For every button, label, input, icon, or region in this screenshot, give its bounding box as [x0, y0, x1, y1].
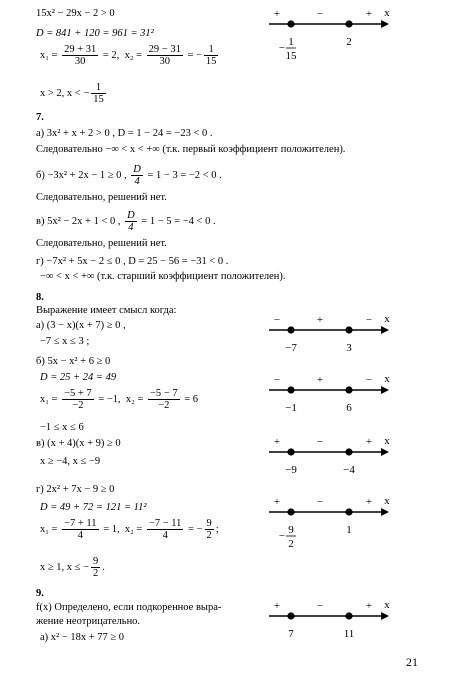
- sign-label: +: [365, 496, 373, 508]
- numerator: D: [133, 164, 141, 175]
- number-line-6g: [265, 4, 395, 74]
- root-label: −9: [285, 464, 297, 476]
- sign-label: −: [365, 374, 373, 386]
- numerator: −7 + 11: [64, 518, 97, 529]
- root-numerator: 1: [288, 36, 294, 48]
- p7-b-fraction: [131, 164, 143, 187]
- p7-v-result: = 1 − 5 = −4 < 0 .: [141, 215, 216, 227]
- numerator: −5 − 7: [150, 388, 178, 399]
- root-denominator: 2: [288, 538, 294, 550]
- p7-g: г) −7x² + 5x − 2 ≤ 0 , D = 25 − 56 = −31 < 0 .: [36, 256, 229, 267]
- p9-text-line2: жение неотрицательно.: [36, 616, 141, 627]
- p8-b-answer: −1 ≤ x ≤ 6: [40, 422, 84, 433]
- p8-g-x2-label: x₂ =: [124, 523, 143, 535]
- p6-g-x2-label: x₂ =: [124, 49, 143, 61]
- axis-arrow: [381, 508, 389, 516]
- p8-g-x1-value: = 1,: [103, 523, 120, 535]
- numerator: −5 + 7: [64, 388, 92, 399]
- root-sign: −: [278, 42, 286, 54]
- root-point: [287, 448, 294, 455]
- p8-g-roots: [40, 518, 219, 541]
- p8-g-answer: [40, 556, 105, 579]
- p8-b-roots: [40, 388, 198, 411]
- p8-a: а) (3 − x)(x + 7) ≥ 0 ,: [36, 320, 126, 331]
- root-label: 6: [346, 402, 352, 414]
- axis-label: x: [384, 495, 390, 507]
- root-label: 2: [346, 36, 352, 48]
- sign-label: −: [273, 314, 281, 326]
- p6-g-x1-label: x₁ =: [40, 49, 58, 61]
- p7-b-conclusion: Следовательно, решений нет.: [36, 192, 167, 203]
- p7-g-conclusion: −∞ < x < +∞ (т.к. старший коэффициент положителен).: [40, 271, 286, 282]
- numerator: 1: [91, 82, 106, 94]
- p6-g-x2-value-fraction: [204, 44, 219, 67]
- sign-label: +: [365, 8, 373, 20]
- axis-arrow: [381, 448, 389, 456]
- root-point: [287, 612, 294, 619]
- numerator: −7 − 11: [148, 518, 182, 529]
- sign-label: −: [365, 314, 373, 326]
- axis-arrow: [381, 20, 389, 28]
- denominator: 15: [93, 94, 104, 105]
- axis-label: x: [384, 373, 390, 385]
- p6-g-roots: [40, 44, 220, 67]
- p8-heading: 8.: [36, 292, 44, 303]
- root-label: 11: [343, 628, 355, 640]
- p6-g-x1-value: = 2,: [102, 49, 120, 61]
- numerator: 9: [206, 518, 212, 529]
- sign-label: +: [273, 8, 281, 20]
- denominator: 4: [128, 222, 134, 233]
- p7-heading: 7.: [36, 112, 44, 123]
- axis-label: x: [384, 313, 390, 325]
- p9-text-line1: f(x) Определено, если подкоренное выра-: [36, 602, 222, 613]
- root-point: [287, 508, 294, 515]
- root-point: [287, 386, 294, 393]
- sign-label: −: [316, 600, 324, 612]
- denominator: 4: [134, 176, 140, 187]
- p6-g-x2-eq: = −: [187, 49, 202, 61]
- number-line-8v: [265, 432, 395, 482]
- p8-g-x2-fraction: [147, 518, 183, 541]
- number-line-8b: [265, 370, 395, 420]
- p7-b-result: = 1 − 3 = −2 < 0 .: [147, 169, 222, 181]
- sign-label: +: [316, 314, 324, 326]
- axis-arrow: [381, 326, 389, 334]
- numerator: 9: [92, 556, 99, 567]
- denominator: 4: [162, 530, 168, 541]
- p8-g-x2-value-fraction: [205, 518, 214, 541]
- p8-g-x2-eq: = −: [188, 523, 203, 535]
- sign-label: +: [273, 600, 281, 612]
- sign-label: −: [316, 436, 324, 448]
- sign-label: +: [365, 436, 373, 448]
- axis-label: x: [384, 599, 390, 611]
- p8-g-answer-post: .: [102, 561, 105, 573]
- p8-v-answer: x ≥ −4, x ≤ −9: [40, 456, 101, 467]
- p9-a: а) x² − 18x + 77 ≥ 0: [40, 632, 125, 643]
- number-line-8a: [265, 310, 395, 360]
- p8-b-x2-value: = 6: [184, 393, 199, 405]
- p6-g-discriminant: D = 841 + 120 = 961 = 31²: [36, 28, 154, 39]
- root-point: [345, 508, 352, 515]
- root-label: 1: [346, 524, 352, 536]
- root-label: −4: [343, 464, 355, 476]
- p8-a-answer: −7 ≤ x ≤ 3 ;: [40, 336, 90, 347]
- number-line-9a: [265, 596, 395, 646]
- denominator: −2: [72, 400, 84, 411]
- root-label: −1: [285, 402, 297, 414]
- root-label: 3: [346, 342, 352, 354]
- p8-b-x2-label: x₂ =: [125, 393, 144, 405]
- root-numerator: 9: [288, 524, 294, 536]
- sign-label: −: [316, 8, 324, 20]
- p8-v: в) (x + 4)(x + 9) ≥ 0: [36, 438, 121, 449]
- p8-b-discriminant: D = 25 + 24 = 49: [40, 372, 117, 383]
- p9-heading: 9.: [36, 588, 44, 599]
- denominator: 15: [205, 56, 217, 67]
- root-point: [345, 326, 352, 333]
- root-point: [345, 386, 352, 393]
- root-label: −7: [285, 342, 297, 354]
- p7-a: а) 3x² + x + 2 > 0 , D = 1 − 24 = −23 < 0 .: [36, 128, 213, 139]
- p8-g-x1-label: x₁ =: [40, 523, 58, 535]
- page-number: 21: [406, 655, 418, 669]
- p6-g-answer-text: x > 2, x < −: [40, 87, 90, 99]
- root-point: [287, 326, 294, 333]
- p8-g-answer-text: x ≥ 1, x ≤ −: [40, 561, 89, 573]
- p8-g-x2-post: ;: [215, 523, 219, 535]
- p8-g-x1-fraction: [62, 518, 98, 541]
- numerator: 29 − 31: [148, 44, 181, 55]
- p8-intro: Выражение имеет смысл когда:: [36, 305, 177, 316]
- root-point: [345, 612, 352, 619]
- sign-label: −: [273, 374, 281, 386]
- p8-b-x2-fraction: [148, 388, 180, 411]
- denominator: 4: [77, 530, 83, 541]
- root-label: 7: [288, 628, 294, 640]
- p8-g: г) 2x² + 7x − 9 ≥ 0: [36, 484, 115, 495]
- p8-b-x1-fraction: [62, 388, 94, 411]
- denominator: 2: [206, 530, 212, 541]
- p8-b-x1-label: x₁ =: [40, 393, 58, 405]
- p7-b: [36, 164, 222, 187]
- p8-g-answer-fraction: [91, 556, 100, 579]
- denominator: 30: [74, 56, 86, 67]
- axis-label: x: [384, 7, 390, 19]
- p6-g-answer: [40, 82, 108, 105]
- root-sign: −: [278, 530, 286, 542]
- p6-g-answer-fraction: [91, 82, 106, 105]
- sign-label: +: [365, 600, 373, 612]
- denominator: 30: [159, 56, 170, 67]
- axis-arrow: [381, 612, 389, 620]
- p7-v-inequality: в) 5x² − 2x + 1 < 0 ,: [36, 215, 121, 227]
- p7-b-inequality: б) −3x² + 2x − 1 ≥ 0 ,: [36, 169, 127, 181]
- p8-g-discriminant: D = 49 + 72 = 121 = 11²: [40, 502, 147, 513]
- sign-label: −: [316, 496, 324, 508]
- p6-g-x2-fraction: [147, 44, 183, 67]
- p7-a-conclusion: Следовательно −∞ < x < +∞ (т.к. первый коэффициент положителен).: [36, 144, 346, 155]
- p7-v-fraction: [125, 210, 137, 233]
- p6-g-inequality: 15x² − 29x − 2 > 0: [36, 8, 115, 19]
- numerator: D: [127, 210, 135, 221]
- root-point: [345, 448, 352, 455]
- numerator: 1: [204, 44, 219, 56]
- sign-label: +: [273, 496, 281, 508]
- sign-label: +: [316, 374, 324, 386]
- numerator: 29 + 31: [64, 44, 97, 55]
- p7-v: [36, 210, 216, 233]
- sign-label: +: [273, 436, 281, 448]
- axis-label: x: [384, 435, 390, 447]
- p8-b: б) 5x − x² + 6 ≥ 0: [36, 356, 111, 367]
- denominator: −2: [158, 400, 170, 411]
- root-denominator: 15: [285, 50, 297, 62]
- axis-arrow: [381, 386, 389, 394]
- p6-g-x1-fraction: [62, 44, 98, 67]
- number-line-8g: [265, 492, 395, 562]
- p8-b-x1-value: = −1,: [98, 393, 121, 405]
- p7-v-conclusion: Следовательно, решений нет.: [36, 238, 167, 249]
- denominator: 2: [92, 568, 99, 579]
- root-point: [345, 20, 352, 27]
- root-point: [287, 20, 294, 27]
